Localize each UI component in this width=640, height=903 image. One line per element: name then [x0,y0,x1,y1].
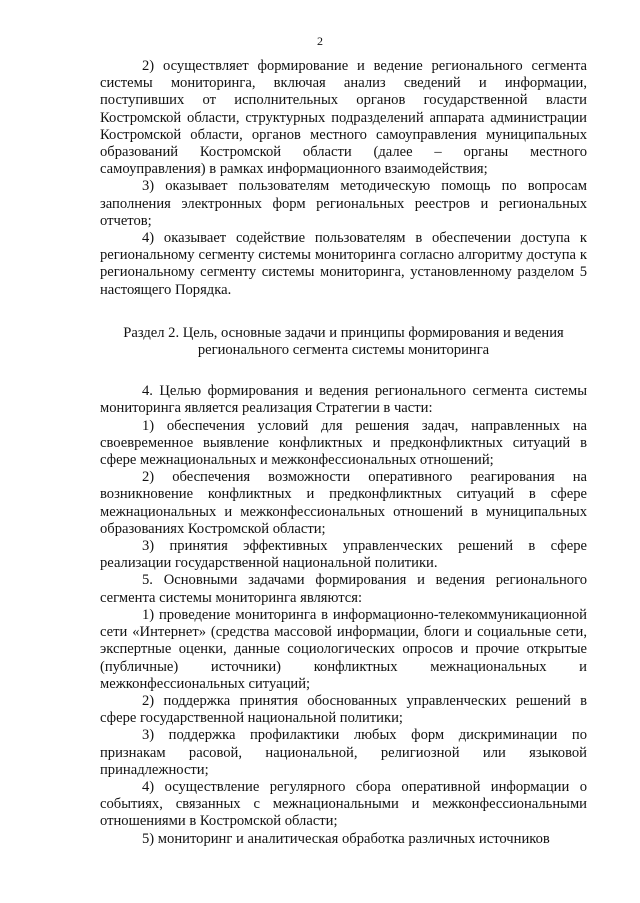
paragraph-goal-item-3: 3) принятия эффективных управленческих решений в сфере реализации государственной национальной политики. [100,538,587,572]
paragraph-item-3-methodical-help: 3) оказывает пользователям методическую помощь по вопросам заполнения электронных форм региональных реестров и региональных отчетов; [100,178,587,229]
paragraph-goal-item-1: 1) обеспечения условий для решения задач, направленных на своевременное выявление конфликтных и предконфликтных ситуаций в сфере межнациональных и межконфессиональных отношений; [100,417,587,469]
section-heading-line-1: Раздел 2. Цель, основные задачи и принципы формирования и ведения [123,324,564,341]
section-heading-line-2: регионального сегмента системы мониторинга [197,342,490,359]
page-number: 2 [317,34,323,48]
paragraph-task-item-4: 4) осуществление регулярного сбора оперативной информации о событиях, связанных с межнациональными и межконфессиональными отношениями в Костромской области; [100,778,587,830]
paragraph-goal-item-2: 2) обеспечения возможности оперативного реагирования на возникновение конфликтных и предконфликтных ситуаций в сфере межнациональных и межконфессиональных отношений в муниципальных образованиях Костромской области; [100,469,587,537]
paragraph-task-item-2: 2) поддержка принятия обоснованных управленческих решений в сфере государственной национальной политики; [100,692,587,727]
document-body [100,58,587,848]
paragraph-task-item-3: 3) поддержка профилактики любых форм дискриминации по признакам расовой, национальной, религиозной или языковой принадлежности; [100,727,587,778]
paragraph-item-4-access-assistance: 4) оказывает содействие пользователям в обеспечении доступа к региональному сегменту системы мониторинга согласно алгоритму доступа к региональному сегменту системы мониторинга, установленному разделом 5 настоящего Порядка. [100,230,587,298]
paragraph-clause-5-tasks: 5. Основными задачами формирования и ведения регионального сегмента системы мониторинга являются: [100,572,587,606]
paragraph-item-2-regional-segment: 2) осуществляет формирование и ведение регионального сегмента системы мониторинга, включая анализ сведений и информации, поступивших от исполнительных органов государственной власти Костромской области, структурных подразделений аппарата администрации Костромской области, органов местного самоуправления муниципальных образований Костромской области (далее – органы местного самоуправления) в рамках информационного взаимодействия; [100,58,587,178]
paragraph-task-item-1: 1) проведение мониторинга в информационно-телекоммуникационной сети «Интернет» (средства массовой информации, блоги и социальные сети, экспертные оценки, данные социологических опросов и прочие открытые (публичные) источники) конфликтных межнациональных и межконфессиональных ситуаций; [100,606,587,692]
paragraph-task-item-5: 5) мониторинг и аналитическая обработка различных источников [142,830,550,847]
paragraph-clause-4-goal: 4. Целью формирования и ведения регионального сегмента системы мониторинга является реализация Стратегии в части: [100,383,587,417]
section-heading [100,325,587,359]
